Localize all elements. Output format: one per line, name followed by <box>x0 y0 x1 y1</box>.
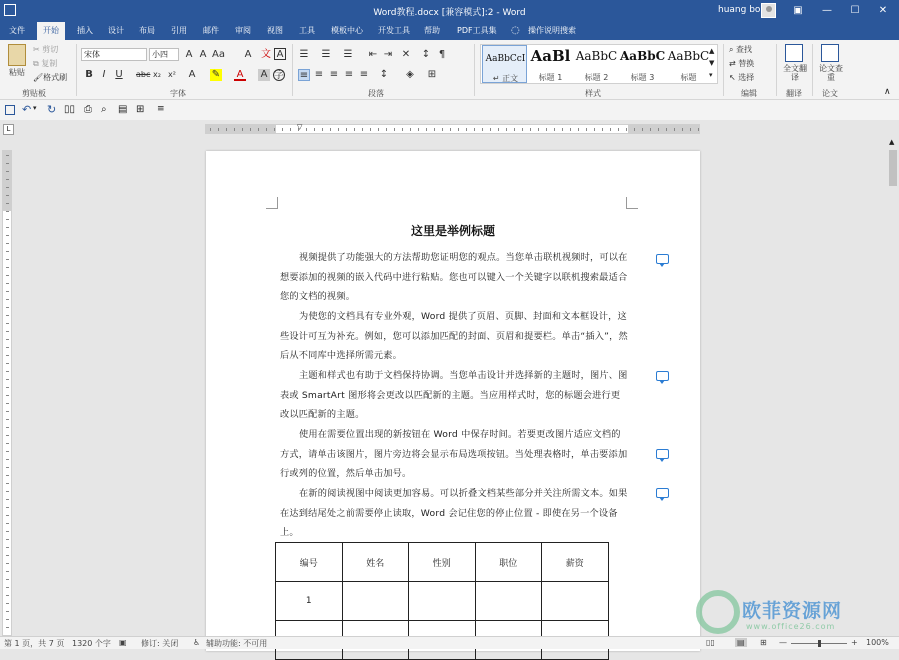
ruler-tick <box>6 443 9 444</box>
ruler-tick <box>570 128 571 131</box>
customize-qat-icon[interactable]: ≡ <box>157 104 165 114</box>
clipboard-group-label: 剪贴板 <box>22 89 46 98</box>
ruler-tick <box>658 128 659 131</box>
multilevel-list-icon[interactable]: ☰ <box>343 49 353 60</box>
ruler-tick <box>554 128 555 131</box>
ruler-tick <box>434 128 435 131</box>
tab-layout[interactable]: 布局 <box>139 26 155 35</box>
translate-icon[interactable] <box>785 44 803 62</box>
ruler-tick <box>210 128 211 131</box>
scroll-up-icon[interactable]: ▲ <box>889 138 895 146</box>
ruler-tick <box>6 571 9 572</box>
ruler-tick <box>306 128 307 131</box>
clear-format-icon[interactable]: A <box>244 49 252 60</box>
tab-design[interactable]: 设计 <box>108 26 124 35</box>
ruler-tick <box>6 195 9 196</box>
bullets-icon[interactable]: ☰ <box>299 49 309 60</box>
read-mode-view-icon[interactable]: ▯▯ <box>706 638 715 647</box>
ruler-tick <box>522 128 523 131</box>
ruler-tick <box>6 427 9 428</box>
paper-check-icon[interactable] <box>821 44 839 62</box>
align-right-icon[interactable]: ≡ <box>329 69 339 80</box>
font-name-combo[interactable]: 宋体 <box>81 48 147 61</box>
format-painter-label: 格式刷 <box>43 73 68 82</box>
ruler-tick <box>6 251 9 252</box>
ruler-tick <box>6 227 9 228</box>
comment-icon[interactable] <box>656 449 669 459</box>
tab-selector-icon[interactable]: L <box>3 124 14 135</box>
paste-button[interactable]: 粘贴 <box>9 68 25 77</box>
ruler-tick <box>6 283 9 284</box>
ruler-tick <box>450 128 451 131</box>
ruler-tick <box>498 128 499 131</box>
vertical-ruler[interactable] <box>2 150 12 636</box>
ruler-tick <box>482 128 483 131</box>
tab-pdf-tools[interactable]: PDF工具集 <box>457 26 497 35</box>
ruler-tick <box>250 128 251 131</box>
ruler-tick <box>466 128 467 131</box>
subscript-icon[interactable]: x₂ <box>153 70 161 79</box>
enclose-char-icon[interactable]: 字 <box>274 70 284 81</box>
table-header-cell[interactable]: 职位 <box>475 543 542 582</box>
style-preview: AaBbC <box>575 49 618 63</box>
style-name: 标题 3 <box>630 73 655 82</box>
paper-group-label: 论文 <box>822 89 838 98</box>
ruler-tick <box>386 128 387 131</box>
watermark-logo <box>690 590 899 640</box>
ruler-tick <box>6 555 9 556</box>
tab-mailings[interactable]: 邮件 <box>203 26 219 35</box>
table-header-cell[interactable]: 薪资 <box>542 543 609 582</box>
ruler-tick <box>674 128 675 131</box>
ruler-tick <box>426 128 427 131</box>
shading-icon[interactable]: ◈ <box>406 69 414 80</box>
show-marks-icon[interactable]: ¶ <box>438 49 446 60</box>
ruler-tick <box>6 611 9 612</box>
window-title: Word教程.docx [兼容模式]:2 - Word <box>373 8 526 18</box>
ruler-tick <box>314 128 315 131</box>
table-cell[interactable]: 1 <box>276 582 343 621</box>
close-button[interactable]: ✕ <box>878 5 888 16</box>
ruler-tick <box>6 235 9 236</box>
paragraph-group-label: 段落 <box>368 89 384 98</box>
ruler-tick <box>562 128 563 131</box>
ruler-tick <box>6 507 9 508</box>
lightbulb-icon: ◌ <box>511 25 520 36</box>
print-layout-view-icon[interactable]: ▤ <box>737 638 745 647</box>
redo-icon[interactable]: ↻ <box>47 103 57 116</box>
editing-group-label: 编辑 <box>741 89 757 98</box>
style-heading-2[interactable] <box>574 45 619 83</box>
ruler-tick <box>610 128 611 131</box>
superscript-icon[interactable]: x² <box>168 70 176 79</box>
style-name: 标题 1 <box>538 73 563 82</box>
ruler-tick <box>6 587 9 588</box>
page-count[interactable]: 第 1 页，共 7 页 <box>4 639 65 648</box>
tab-home[interactable]: 开始 <box>37 22 65 40</box>
copy-label: 复制 <box>41 59 58 68</box>
paragraph-2[interactable]: 为使您的文档具有专业外观，Word 提供了页眉、页脚、封面和文本框设计，这些设计可互为补充。例如，您可以添加匹配的封面、页眉和提要栏。单击“插入”，然后从不同库中选择所需元素。 <box>280 311 628 361</box>
increase-indent-icon[interactable]: ⇥ <box>383 49 393 60</box>
tab-review[interactable]: 审阅 <box>235 26 251 35</box>
ribbon-tabs <box>0 22 899 40</box>
ruler-tick <box>274 128 275 131</box>
ruler-tick <box>6 379 9 380</box>
ruler-tick <box>6 267 9 268</box>
ruler-tick <box>506 128 507 131</box>
font-group-label: 字体 <box>170 89 186 98</box>
document-title[interactable]: 这里是举例标题 <box>410 224 495 238</box>
comment-icon[interactable] <box>656 254 669 264</box>
underline-icon[interactable]: U <box>115 69 123 80</box>
ruler-tick <box>402 128 403 131</box>
quick-access-toolbar <box>0 100 899 120</box>
ruler-tick <box>6 355 9 356</box>
ruler-tick <box>682 128 683 131</box>
ribbon-display-icon[interactable]: ▣ <box>793 5 803 16</box>
word-count[interactable]: 1320 个字 <box>72 639 111 648</box>
ruler-tick <box>242 128 243 131</box>
style-normal[interactable] <box>482 45 527 83</box>
justify-icon[interactable]: ≡ <box>344 69 354 80</box>
zoom-in-icon[interactable]: + <box>851 638 858 647</box>
tab-file[interactable]: 文件 <box>9 26 25 35</box>
ruler-tick <box>6 627 9 628</box>
ruler-tick <box>6 323 9 324</box>
decrease-indent-icon[interactable]: ⇤ <box>368 49 378 60</box>
ruler-tick <box>6 203 9 204</box>
ruler-tick <box>6 435 9 436</box>
ruler-tick <box>282 128 283 131</box>
ruler-tick <box>546 128 547 131</box>
tell-me-search[interactable]: 操作说明搜索 <box>528 26 576 35</box>
char-shading-icon[interactable]: A <box>258 69 270 81</box>
print-preview-icon[interactable]: ⎙ <box>84 104 92 115</box>
top-margin-zone <box>3 151 11 211</box>
ribbon <box>0 40 899 100</box>
grow-font-icon[interactable]: A <box>185 49 193 60</box>
ruler-tick <box>6 403 9 404</box>
undo-dropdown-icon[interactable]: ▾ <box>33 104 37 112</box>
text-effects-icon[interactable]: A <box>188 69 196 80</box>
strikethrough-icon[interactable]: abc <box>136 70 151 79</box>
ruler-tick <box>362 128 363 131</box>
ruler-tick <box>6 211 9 212</box>
translate-group-label: 翻译 <box>786 89 802 98</box>
table-header-cell[interactable]: 性别 <box>409 543 476 582</box>
collapse-ribbon-icon[interactable]: ∧ <box>884 87 891 97</box>
watermark-name: 欧菲资源网 <box>742 600 843 622</box>
char-border-icon[interactable]: A <box>274 48 286 60</box>
paste-icon[interactable] <box>8 44 26 66</box>
ruler-tick <box>6 483 9 484</box>
ruler-tick <box>6 315 9 316</box>
ruler-tick <box>594 128 595 131</box>
vertical-scrollbar[interactable] <box>887 138 899 638</box>
style-name: ↵ 正文 <box>492 74 519 83</box>
ruler-tick <box>698 128 699 131</box>
ruler-tick <box>6 171 9 172</box>
zoom-level[interactable]: 100% <box>866 638 889 647</box>
ruler-tick <box>690 128 691 131</box>
zoom-slider-thumb[interactable] <box>818 640 821 647</box>
ruler-tick <box>514 128 515 131</box>
ruler-tick <box>6 451 9 452</box>
ruler-tick <box>490 128 491 131</box>
ruler-tick <box>586 128 587 131</box>
tab-help[interactable]: 帮助 <box>424 26 440 35</box>
ruler-tick <box>530 128 531 131</box>
ruler-tick <box>6 363 9 364</box>
ruler-tick <box>418 128 419 131</box>
full-translate-button[interactable]: 全文翻译 <box>783 64 807 82</box>
ruler-tick <box>618 128 619 131</box>
undo-icon[interactable]: ↶ <box>22 103 32 116</box>
ruler-tick <box>6 179 9 180</box>
replace-label: 替换 <box>738 59 755 68</box>
ruler-tick <box>6 387 9 388</box>
corner-mark <box>266 197 278 209</box>
style-title[interactable] <box>666 45 711 83</box>
ruler-tick <box>226 128 227 131</box>
ruler-tick <box>6 307 9 308</box>
cut-button[interactable]: ✂ 剪切 <box>33 45 59 54</box>
track-changes-status[interactable]: 修订: 关闭 <box>141 639 179 648</box>
shrink-font-icon[interactable]: A <box>199 49 207 60</box>
table-row <box>276 582 609 621</box>
ruler-tick <box>6 299 9 300</box>
table-cell[interactable] <box>342 582 409 621</box>
tab-developer[interactable]: 开发工具 <box>378 26 410 35</box>
ruler-tick <box>6 419 9 420</box>
style-heading-1[interactable] <box>528 45 573 83</box>
ruler-tick <box>6 163 9 164</box>
paragraph-5[interactable]: 在新的阅读视图中阅读更加容易。可以折叠文档某些部分并关注所需文本。如果在达到结尾处之前需要停止读取，Word 会记住您的停止位置 - 即使在另一个设备上。 <box>280 488 628 538</box>
ruler-tick <box>6 619 9 620</box>
ruler-tick <box>6 371 9 372</box>
ruler-tick <box>338 128 339 131</box>
ruler-tick <box>354 128 355 131</box>
ruler-tick <box>538 128 539 131</box>
select-button[interactable]: ↖ 选择 <box>729 73 755 82</box>
ruler-tick <box>290 128 291 131</box>
ruler-tick <box>650 128 651 131</box>
maximize-button[interactable]: ☐ <box>850 5 860 16</box>
web-layout-view-icon[interactable]: ⊞ <box>760 638 767 647</box>
ruler-tick <box>6 563 9 564</box>
ruler-tick <box>6 243 9 244</box>
chinese-layout-icon[interactable]: ✕ <box>401 49 411 60</box>
draw-table-icon[interactable]: ⊞ <box>136 104 145 115</box>
replace-button[interactable]: ⇄ 替换 <box>729 59 755 68</box>
minimize-button[interactable]: — <box>822 5 832 16</box>
ruler-tick <box>474 128 475 131</box>
user-name[interactable]: huang bo <box>718 5 761 15</box>
scrollbar-thumb[interactable] <box>889 150 897 186</box>
corner-mark <box>626 197 638 209</box>
find-button[interactable]: ⌕ 查找 <box>729 45 753 54</box>
table-cell[interactable] <box>542 582 609 621</box>
ruler-tick <box>410 128 411 131</box>
ruler-tick <box>6 579 9 580</box>
ruler-tick <box>6 339 9 340</box>
font-color-icon[interactable]: A <box>234 69 246 81</box>
ruler-tick <box>626 128 627 131</box>
table-header-cell[interactable]: 编号 <box>276 543 343 582</box>
ruler-tick <box>6 155 9 156</box>
styles-scroll-down-icon[interactable]: ▼ <box>709 59 715 67</box>
styles-group-label: 样式 <box>585 89 601 98</box>
ruler-tick <box>6 523 9 524</box>
ruler-tick <box>6 395 9 396</box>
style-name: 标题 <box>680 73 697 82</box>
select-label: 选择 <box>738 73 755 82</box>
copy-button[interactable]: ⧉ 复制 <box>33 59 58 68</box>
numbering-icon[interactable]: ☰ <box>321 49 331 60</box>
table-header-cell[interactable]: 姓名 <box>342 543 409 582</box>
style-preview: AaBbC <box>667 49 710 63</box>
tab-tools[interactable]: 工具 <box>299 26 315 35</box>
doc-icon[interactable]: ▤ <box>118 104 128 115</box>
ruler-tick <box>218 128 219 131</box>
horizontal-ruler[interactable] <box>205 124 700 134</box>
table-header-row <box>276 543 609 582</box>
format-painter-button[interactable]: 🖌格式刷 <box>33 73 68 82</box>
ruler-tick <box>6 547 9 548</box>
ruler-tick <box>6 275 9 276</box>
ruler-tick <box>6 291 9 292</box>
borders-icon[interactable]: ⊞ <box>427 69 437 80</box>
ruler-tick <box>330 128 331 131</box>
ruler-tick <box>394 128 395 131</box>
ruler-tick <box>442 128 443 131</box>
ruler-tick <box>458 128 459 131</box>
italic-icon[interactable]: I <box>102 69 106 80</box>
accessibility-icon: ♿ <box>193 638 201 647</box>
watermark-logo-mark <box>696 590 740 634</box>
ruler-tick <box>6 347 9 348</box>
highlight-icon[interactable]: ✎ <box>211 69 221 80</box>
paper-check-button[interactable]: 论文查重 <box>819 64 843 82</box>
ruler-tick <box>6 331 9 332</box>
distributed-icon[interactable]: ≡ <box>359 69 369 80</box>
bold-icon[interactable]: B <box>85 69 93 80</box>
ruler-tick <box>6 499 9 500</box>
ruler-tick <box>6 459 9 460</box>
ruler-tick <box>370 128 371 131</box>
ruler-tick <box>6 539 9 540</box>
find-doc-icon[interactable]: ⌕ <box>101 104 107 115</box>
cut-label: 剪切 <box>42 45 59 54</box>
styles-gallery <box>480 44 718 84</box>
style-name: 标题 2 <box>584 73 609 82</box>
line-spacing-icon[interactable]: ↕ <box>379 69 389 80</box>
find-label: 查找 <box>736 45 753 54</box>
ruler-tick <box>6 491 9 492</box>
ruler-tick <box>578 128 579 131</box>
style-heading-3[interactable] <box>620 45 665 83</box>
styles-scroll-up-icon[interactable]: ▲ <box>709 47 715 55</box>
tab-view[interactable]: 视图 <box>267 26 283 35</box>
align-left-icon[interactable]: ≡ <box>299 70 309 81</box>
ruler-tick <box>6 259 9 260</box>
title-bar <box>0 0 899 22</box>
ruler-tick <box>266 128 267 131</box>
accessibility-status[interactable]: 辅助功能: 不可用 <box>206 639 268 648</box>
ruler-tick <box>6 515 9 516</box>
table-cell[interactable] <box>475 582 542 621</box>
ruler-tick <box>6 603 9 604</box>
table-cell[interactable] <box>409 582 476 621</box>
style-preview: AaBbCcI <box>485 54 526 64</box>
ruler-tick <box>6 531 9 532</box>
ruler-tick <box>6 187 9 188</box>
avatar[interactable] <box>761 3 776 18</box>
ruler-tick <box>6 411 9 412</box>
ruler-tick <box>6 219 9 220</box>
watermark-url: www.office26.com <box>746 622 836 631</box>
status-bar <box>0 636 899 649</box>
ruler-ticks <box>206 125 700 133</box>
tab-template-center[interactable]: 模板中心 <box>331 26 363 35</box>
paragraph-3[interactable]: 主题和样式也有助于文档保持协调。当您单击设计并选择新的主题时，图片、图表或 SmartArt 图形将会更改以匹配新的主题。当应用样式时，您的标题会进行更改以匹配新的主题。 <box>280 370 628 420</box>
proofing-icon[interactable]: ▣ <box>119 638 127 647</box>
tab-references[interactable]: 引用 <box>171 26 187 35</box>
paragraph-1[interactable]: 视频提供了功能强大的方法帮助您证明您的观点。当您单击联机视频时，可以在想要添加的视频的嵌入代码中进行粘贴。您也可以键入一个关键字以联机搜索最适合您的文档的视频。 <box>280 252 628 302</box>
ruler-tick <box>634 128 635 131</box>
styles-more-icon[interactable]: ▾ <box>709 71 713 79</box>
ruler-tick <box>258 128 259 131</box>
ruler-tick <box>234 128 235 131</box>
zoom-out-icon[interactable]: — <box>779 638 787 647</box>
paragraph-4[interactable]: 使用在需要位置出现的新按钮在 Word 中保存时间。若要更改图片适应文档的方式，请单击该图片，图片旁边将会显示布局选项按钮。当处理表格时，单击要添加行或列的位置，然后单击加号。 <box>280 429 628 479</box>
ruler-tick <box>346 128 347 131</box>
font-size-combo[interactable]: 小四 <box>149 48 179 61</box>
ruler-tick <box>642 128 643 131</box>
ruler-tick <box>6 467 9 468</box>
read-mode-icon[interactable]: ▯▯ <box>64 104 76 115</box>
phonetic-guide-icon[interactable]: 文 <box>261 49 271 60</box>
ruler-tick <box>666 128 667 131</box>
comment-icon[interactable] <box>656 371 669 381</box>
change-case-icon[interactable]: Aa <box>212 49 225 60</box>
sort-icon[interactable]: ↕ <box>421 49 431 60</box>
first-line-indent-marker[interactable]: ▽ <box>297 123 303 131</box>
tab-insert[interactable]: 插入 <box>77 26 93 35</box>
ruler-tick <box>322 128 323 131</box>
align-center-icon[interactable]: ≡ <box>314 69 324 80</box>
ruler-tick <box>6 595 9 596</box>
ruler-tick <box>6 475 9 476</box>
style-preview: AaBbC <box>620 49 666 63</box>
comment-icon[interactable] <box>656 488 669 498</box>
save-icon[interactable] <box>5 105 15 115</box>
style-preview: AaBl <box>530 47 571 65</box>
ruler-tick <box>602 128 603 131</box>
ruler-tick <box>378 128 379 131</box>
